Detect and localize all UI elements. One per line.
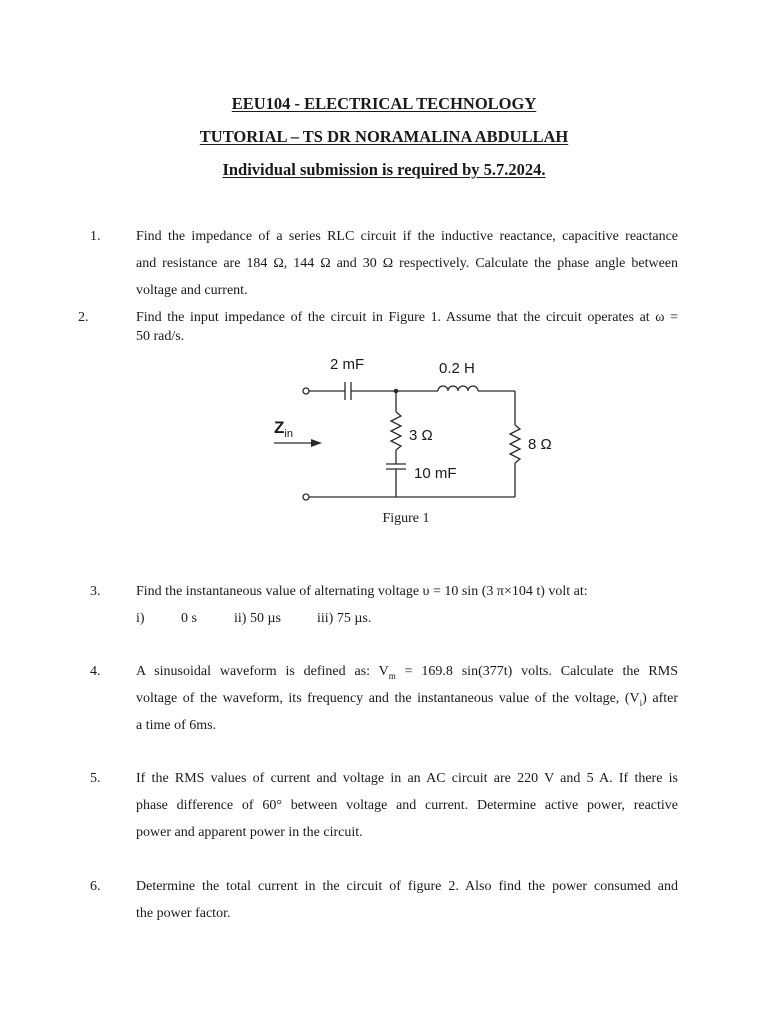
question-5-line-2: phase difference of 60° between voltage and current. Determine active power, reactive: [136, 798, 678, 813]
inductor-0.2h: [438, 386, 478, 391]
submission-note: Individual submission is required by 5.7.2024.: [222, 160, 546, 179]
question-3-option-i: i): [136, 611, 145, 626]
resistor-8ohm: [510, 425, 520, 463]
zin-main: Z: [274, 418, 285, 437]
question-4-number: 4.: [90, 664, 101, 679]
question-1-line-2: and resistance are 184 Ω, 144 Ω and 30 Ω respectively. Calculate the phase angle between: [136, 256, 678, 271]
r2-label: 8 Ω: [528, 436, 552, 453]
r1-label: 3 Ω: [409, 427, 433, 444]
question-1-line-3: voltage and current.: [136, 283, 248, 298]
question-4-line-2: [136, 691, 678, 708]
course-title: EEU104 - ELECTRICAL TECHNOLOGY: [231, 94, 537, 113]
question-3-option-iii: iii) 75 µs.: [317, 611, 372, 626]
zin-sub: in: [284, 428, 293, 440]
tutorial-title: TUTORIAL – TS DR NORAMALINA ABDULLAH: [199, 127, 569, 146]
question-2-line-1: Find the input impedance of the circuit in Figure 1. Assume that the circuit operates at ω =: [136, 310, 678, 325]
capacitor-2mf: [345, 382, 351, 400]
bottom-terminal: [303, 494, 309, 500]
question-6-line-2: the power factor.: [136, 906, 231, 921]
question-5-line-1: If the RMS values of current and voltage in an AC circuit are 220 V and 5 A. If there is: [136, 771, 678, 786]
zin-label: [274, 418, 293, 440]
resistor-3ohm: [391, 412, 401, 450]
q4-line1-pre: A sinusoidal waveform is defined as: V: [136, 664, 389, 679]
question-3-option-i-value: 0 s: [181, 611, 197, 626]
question-1-number: 1.: [90, 229, 101, 244]
question-2-number: 2.: [78, 310, 89, 325]
q4-line2-pre: voltage of the waveform, its frequency and the instantaneous value of the voltage, (V: [136, 691, 640, 706]
question-1-line-1: Find the impedance of a series RLC circuit if the inductive reactance, capacitive reactance: [136, 229, 678, 244]
question-3-option-ii: ii) 50 µs: [234, 611, 281, 626]
q4-line2-post: ) after: [642, 691, 678, 706]
question-4-line-3: a time of 6ms.: [136, 718, 217, 733]
capacitor-10mf: [386, 464, 406, 469]
inductor-label: 0.2 H: [439, 360, 475, 377]
top-terminal: [303, 388, 309, 394]
question-6-line-1: Determine the total current in the circuit of figure 2. Also find the power consumed and: [136, 879, 678, 894]
c2-label: 10 mF: [414, 465, 457, 482]
question-3-number: 3.: [90, 584, 101, 599]
question-4-line-1: [136, 664, 678, 681]
q4-line1-post: = 169.8 sin(377t) volts. Calculate the RMS: [395, 664, 678, 679]
junction-dot: [394, 389, 397, 392]
q4-line1-sub: m: [388, 670, 396, 681]
question-5-number: 5.: [90, 771, 101, 786]
zin-arrowhead: [311, 439, 322, 447]
question-6-number: 6.: [90, 879, 101, 894]
figure-1-caption: Figure 1: [382, 511, 430, 526]
question-5-line-3: power and apparent power in the circuit.: [136, 825, 363, 840]
question-2-line-2: 50 rad/s.: [136, 329, 185, 344]
q4-line2-sub: i: [639, 697, 643, 708]
c1-label: 2 mF: [330, 356, 365, 373]
question-3-line-1: Find the instantaneous value of alternating voltage υ = 10 sin (3 π×104 t) volt at:: [136, 584, 588, 599]
